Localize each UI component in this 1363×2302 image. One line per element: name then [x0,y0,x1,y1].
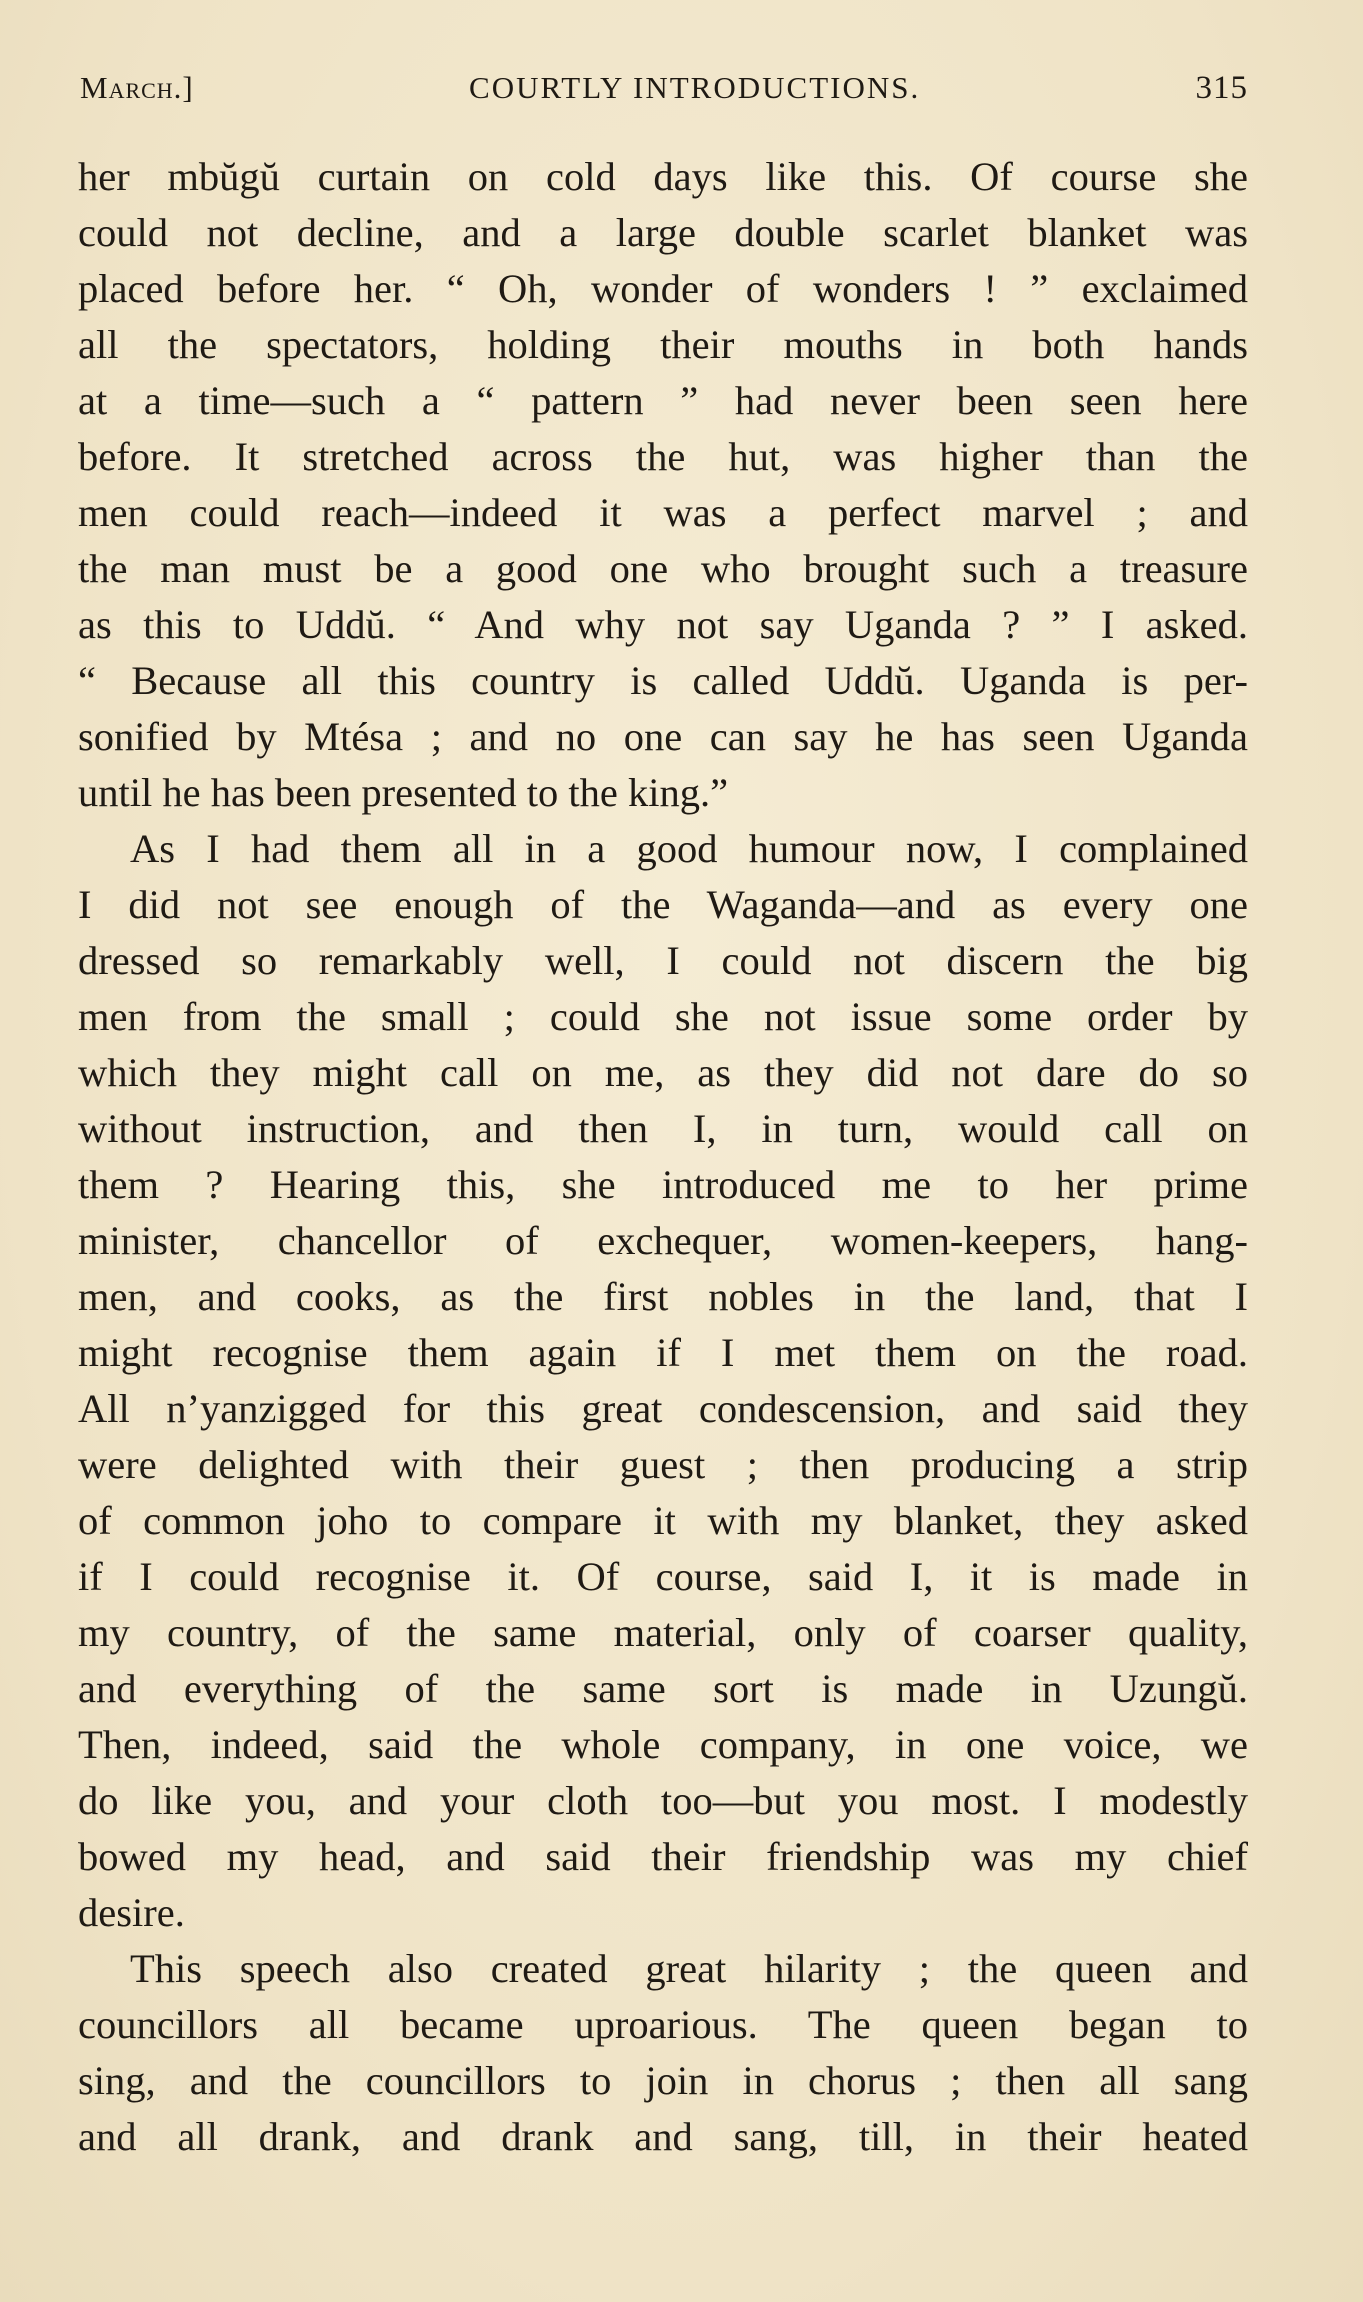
text-line: minister, chancellor of exchequer, women-keepers, hang- [78,1218,1248,1263]
text-line: until he has been presented to the king.” [78,770,729,815]
text-line: before. It stretched across the hut, was higher than the [78,434,1248,479]
text-line: could not decline, and a large double scarlet blanket was [78,210,1248,255]
text-line: as this to Uddŭ. “ And why not say Uganda ? ” I asked. [78,602,1248,647]
text-line: my country, of the same material, only of coarser quality, [78,1610,1248,1655]
text-line: the man must be a good one who brought such a treasure [78,546,1248,591]
text-line: councillors all became uproarious. The queen began to [78,2002,1248,2047]
header-month: March.] [80,70,194,105]
text-line: men could reach—indeed it was a perfect marvel ; and [78,490,1248,535]
text-line: might recognise them again if I met them on the road. [78,1330,1248,1375]
text-line: them ? Hearing this, she introduced me to her prime [78,1162,1248,1207]
text-line: without instruction, and then I, in turn, would call on [78,1106,1248,1151]
text-line: bowed my head, and said their friendship was my chief [78,1834,1248,1879]
text-line: men from the small ; could she not issue some order by [78,994,1248,1039]
running-head [78,70,1248,107]
text-line: As I had them all in a good humour now, I complained [130,826,1248,871]
text-line: all the spectators, holding their mouths in both hands [78,322,1248,367]
text-line: desire. [78,1890,185,1935]
text-line: placed before her. “ Oh, wonder of wonders ! ” exclaimed [78,266,1248,311]
header-title: COURTLY INTRODUCTIONS. [469,70,921,105]
text-line: Then, indeed, said the whole company, in one voice, we [78,1722,1248,1767]
page-number: 315 [1195,70,1248,106]
text-line: sing, and the councillors to join in chorus ; then all sang [78,2058,1248,2103]
text-line: if I could recognise it. Of course, said I, it is made in [78,1554,1248,1599]
text-line: This speech also created great hilarity ; the queen and [130,1946,1248,1991]
text-line: at a time—such a “ pattern ” had never been seen here [78,378,1248,423]
body-text [78,149,1248,2165]
text-line: “ Because all this country is called Uddŭ. Uganda is per- [78,658,1248,703]
text-line: and everything of the same sort is made in Uzungŭ. [78,1666,1248,1711]
text-line: men, and cooks, as the first nobles in the land, that I [78,1274,1248,1319]
text-line: which they might call on me, as they did not dare do so [78,1050,1248,1095]
text-line: I did not see enough of the Waganda—and as every one [78,882,1248,927]
text-line: All n’yanzigged for this great condescension, and said they [78,1386,1248,1431]
text-line: her mbŭgŭ curtain on cold days like this. Of course she [78,154,1248,199]
text-line: do like you, and your cloth too—but you most. I modestly [78,1778,1248,1823]
text-line: were delighted with their guest ; then producing a strip [78,1442,1248,1487]
text-line: and all drank, and drank and sang, till, in their heated [78,2114,1248,2159]
text-line: sonified by Mtésa ; and no one can say he has seen Uganda [78,714,1248,759]
text-line: dressed so remarkably well, I could not discern the big [78,938,1248,983]
text-line: of common joho to compare it with my blanket, they asked [78,1498,1248,1543]
